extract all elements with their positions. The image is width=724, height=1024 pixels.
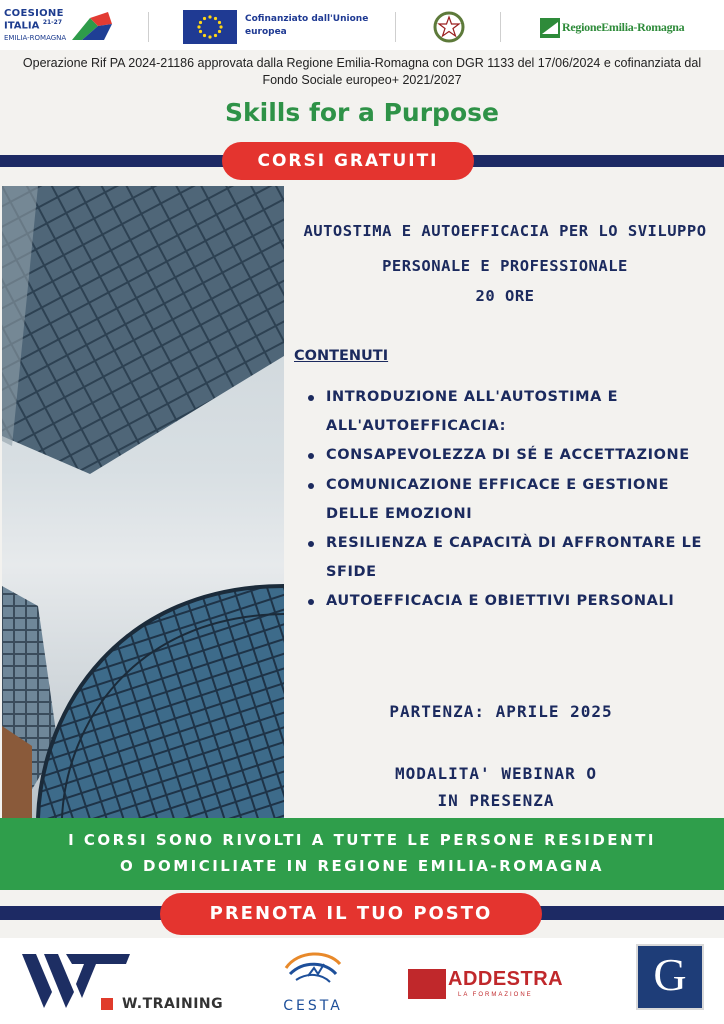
list-item: AUTOEFFICACIA E OBIETTIVI PERSONALI: [302, 587, 712, 616]
logo-divider: [395, 12, 396, 42]
course-title-text: AUTOSTIMA E AUTOEFFICACIA PER LO SVILUPPO PERSONALE E PROFESSIONALE: [303, 222, 707, 275]
cesta-text: CESTA: [283, 998, 343, 1014]
italian-republic-emblem-icon: [433, 11, 465, 43]
regione-mark-icon: [540, 18, 560, 38]
list-item: COMUNICAZIONE EFFICACE E GESTIONE DELLE EMOZIONI: [302, 471, 712, 529]
audience-line1: I CORSI SONO RIVOLTI A TUTTE LE PERSONE RESIDENTI: [68, 831, 656, 849]
course-title: [286, 214, 724, 308]
coesione-italia-logo: [4, 8, 114, 48]
audience-banner: [0, 818, 724, 890]
coesione-line2: ITALIA $^{21-27}$: [4, 19, 63, 32]
eu-cofunded-text: Cofinanziato dall'Unione europea: [245, 14, 369, 37]
start-date: PARTENZA: APRILE 2025: [389, 702, 613, 721]
logo-divider: [500, 12, 501, 42]
skyscraper-photo: [2, 186, 284, 818]
modality-line1: MODALITA' WEBINAR O: [394, 764, 598, 783]
cesta-logo: [268, 946, 358, 1022]
partner-logo-bar: [0, 938, 724, 1024]
wtraining-mark-icon: [22, 950, 132, 1012]
free-courses-badge: CORSI GRATUITI: [222, 142, 474, 180]
coesione-line1: COESIONE: [4, 8, 64, 19]
list-item: INTRODUZIONE ALL'AUTOSTIMA E ALL'AUTOEFFICACIA:: [302, 383, 712, 441]
eu-flag-icon: [183, 10, 237, 44]
addestra-subtitle: LA FORMAZIONE: [458, 992, 533, 998]
modality-line2: IN PRESENZA: [437, 791, 555, 810]
g-letter: G: [653, 949, 687, 1000]
contents-heading: CONTENUTI: [294, 348, 389, 364]
addestra-text: ADDESTRA: [448, 968, 564, 990]
course-hours: 20 ORE: [475, 287, 535, 305]
wtraining-logo: [22, 950, 222, 1020]
regione-emilia-romagna-logo: [540, 16, 716, 40]
coesione-mark-icon: [68, 10, 116, 44]
modality-text: [286, 760, 706, 814]
contents-list: [302, 383, 712, 617]
audience-line2: O DOMICILIATE IN REGIONE EMILIA-ROMAGNA: [120, 857, 604, 875]
regione-text: RegioneEmilia-Romagna: [562, 20, 685, 34]
wtraining-text: W.TRAINING: [122, 996, 224, 1012]
program-title: Skills for a Purpose: [225, 98, 499, 127]
g-international-logo: [636, 944, 704, 1010]
operation-reference-text: Operazione Rif PA 2024-21186 approvata dalla Regione Emilia-Romagna con DGR 1133 del 17/06/2024 e cofinanziata dal Fondo Sociale europeo+ 2021/2027: [22, 56, 702, 87]
addestra-mark-icon: [408, 969, 446, 999]
list-item: RESILIENZA E CAPACITÀ DI AFFRONTARE LE SFIDE: [302, 529, 712, 587]
book-your-seat-button[interactable]: PRENOTA IL TUO POSTO: [160, 893, 542, 935]
logo-divider: [148, 12, 149, 42]
coesione-line3: EMILIA-ROMAGNA: [4, 34, 67, 42]
addestra-logo: [408, 966, 588, 1006]
top-logo-bar: [0, 0, 724, 50]
wtraining-square-icon: [101, 998, 113, 1010]
cesta-mark-icon: [268, 946, 358, 994]
list-item: CONSAPEVOLEZZA DI SÉ E ACCETTAZIONE: [302, 441, 712, 470]
